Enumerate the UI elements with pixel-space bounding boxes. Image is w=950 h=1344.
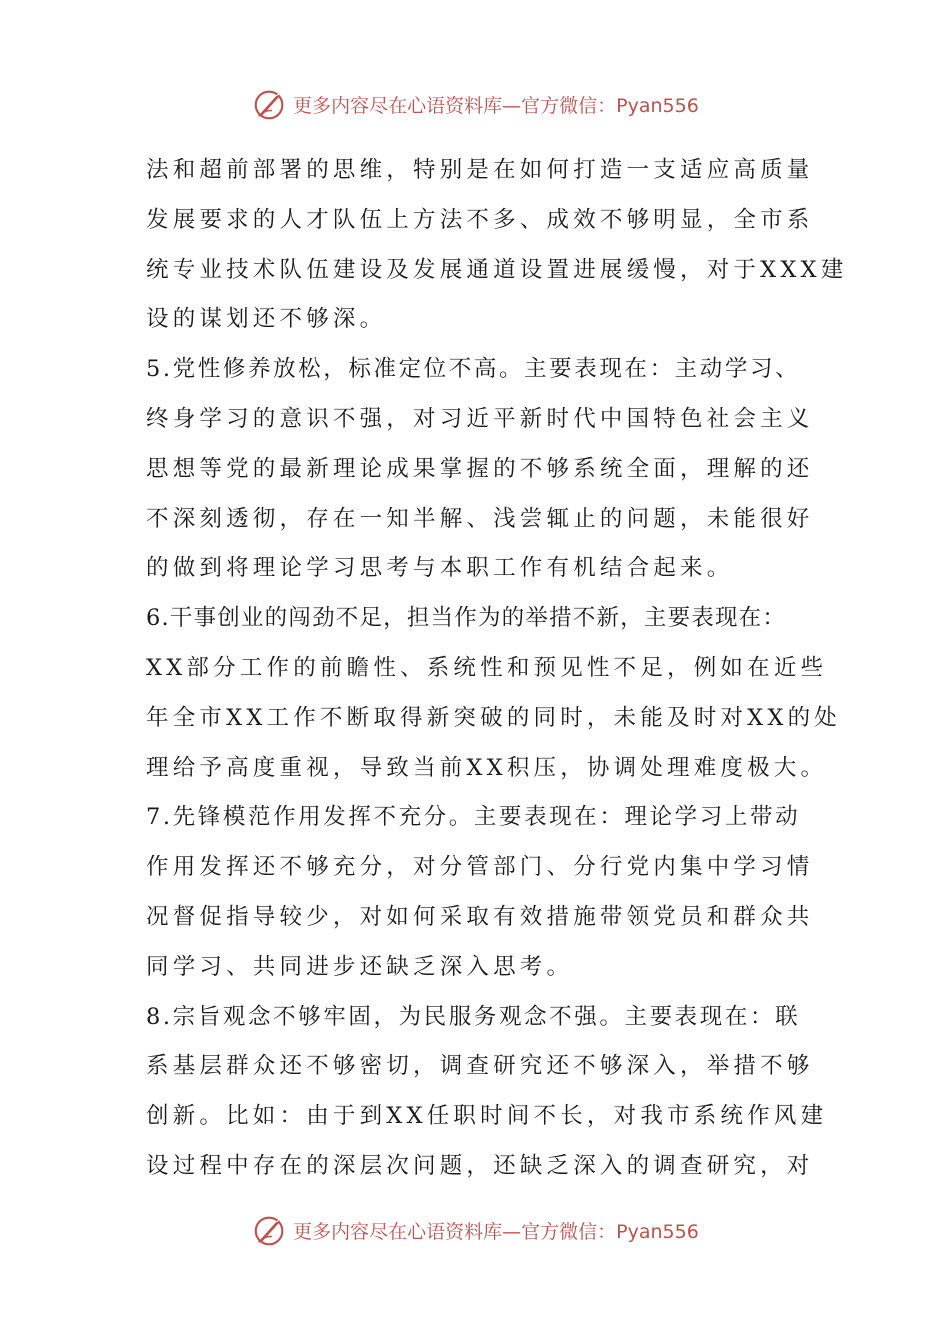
footer-watermark	[0, 1208, 950, 1252]
text-line: 8.宗旨观念不够牢固，为民服务观念不强。主要表现在：联	[146, 1003, 801, 1030]
text-line: XX部分工作的前瞻性、系统性和预见性不足，例如在近些	[146, 654, 828, 681]
text-line: 况督促指导较少，对如何采取有效措施带领党员和群众共	[146, 903, 814, 930]
text-line: 年全市XX工作不断取得新突破的同时，未能及时对XX的处	[146, 704, 841, 731]
text-line: 设的谋划还不够深。	[146, 306, 387, 333]
watermark-subtitle: —官方微信：Pyan556	[502, 94, 699, 117]
text-line: 理给予高度重视，导致当前XX积压，协调处理难度极大。	[146, 754, 828, 781]
text-line: 的做到将理论学习思考与本职工作有机结合起来。	[146, 555, 734, 582]
text-line: 系基层群众还不够密切，调查研究还不够深入，举措不够	[146, 1053, 814, 1080]
document-body	[146, 146, 848, 1192]
header-watermark	[0, 82, 950, 126]
text-line: 作用发挥还不够充分，对分管部门、分行党内集中学习情	[146, 854, 814, 881]
watermark-subtitle: —官方微信：Pyan556	[502, 1220, 699, 1243]
text-line: 创新。比如：由于到XX任职时间不长，对我市系统作风建	[146, 1103, 828, 1130]
pen-logo-icon	[251, 1211, 289, 1249]
text-line: 终身学习的意识不强，对习近平新时代中国特色社会主义	[146, 405, 814, 432]
text-line: 统专业技术队伍建设及发展通道设置进展缓慢，对于XXX建	[146, 256, 848, 283]
text-line: 不深刻透彻，存在一知半解、浅尝辄止的问题，未能很好	[146, 505, 814, 532]
text-line: 发展要求的人才队伍上方法不多、成效不够明显，全市系	[146, 206, 814, 233]
watermark-title: 更多内容尽在心语资料库	[293, 94, 503, 117]
text-line: 7.先锋模范作用发挥不充分。主要表现在：理论学习上带动	[146, 804, 801, 831]
text-line: 同学习、共同进步还缺乏深入思考。	[146, 953, 574, 980]
pen-logo-icon	[251, 85, 289, 123]
text-line: 6.干事创业的闯劲不足，担当作为的举措不新，主要表现在：	[146, 605, 787, 632]
text-line: 5.党性修养放松，标准定位不高。主要表现在：主动学习、	[146, 356, 801, 383]
watermark-title: 更多内容尽在心语资料库	[293, 1220, 503, 1243]
text-line: 思想等党的最新理论成果掌握的不够系统全面，理解的还	[146, 455, 814, 482]
text-line: 设过程中存在的深层次问题，还缺乏深入的调查研究，对	[146, 1152, 814, 1179]
text-line: 法和超前部署的思维，特别是在如何打造一支适应高质量	[146, 157, 814, 183]
